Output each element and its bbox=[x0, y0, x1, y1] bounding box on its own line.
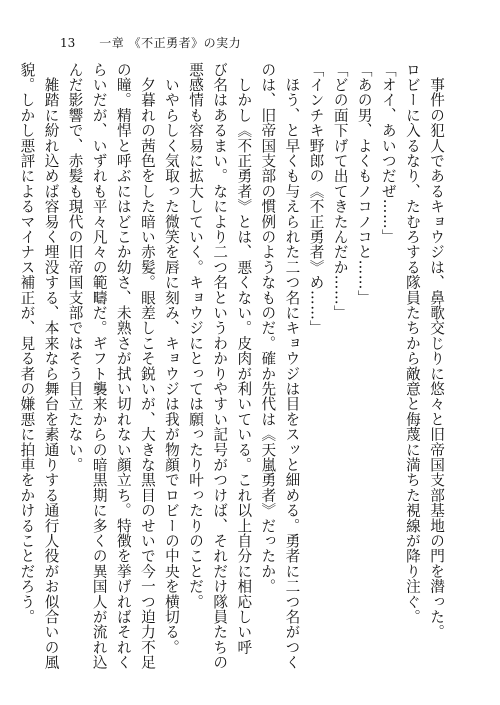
text-line: 「インチキ野郎の《不正勇者》め……」 bbox=[307, 62, 325, 336]
text-line: いやらしく気取った微笑を唇に刻み、キョウジは我が物顔でロビーの中央を横切る。 bbox=[162, 62, 180, 655]
text-line: ほう、と早くも与えられた二つ名にキョウジは目をスッと細める。勇者に二つ名がつく bbox=[283, 62, 301, 670]
text-line: 「あの男、よくもノコノコと……」 bbox=[355, 62, 373, 306]
text-line: び名はあるまい。なにより二つ名というわかりやすい記号がつけば、それだけ隊員たちの bbox=[211, 62, 229, 670]
text-line: のは、旧帝国支部の慣例のようなものだ。確か先代は《天嵐勇者》だったか。 bbox=[259, 62, 277, 594]
text-line: 「オイ、あいつだぜ……」 bbox=[379, 62, 397, 245]
page-header bbox=[60, 34, 241, 52]
text-line: ロビーに入るなり、たむろする隊員たちから敵意と侮蔑に満ちた視線が降り注ぐ。 bbox=[403, 62, 421, 625]
text-line: らいだが、いずれも平々凡々の範疇だ。ギフト襲来からの暗黒期に多くの異国人が流れ込 bbox=[90, 62, 108, 670]
text-line: 悪感情も容易に拡大していく。キョウジにとっては願ったり叶ったりのことだ。 bbox=[187, 62, 205, 610]
text-line: の瞳。精悍と呼ぶにはどこか幼さ、未熟さが拭い切れない顔立ち。特徴を挙げればそれく bbox=[114, 62, 132, 670]
text-line: 夕暮れの茜色をした暗い赤髪。眼差しこそ鋭いが、大きな黒目のせいで今一つ迫力不足 bbox=[138, 62, 156, 670]
body-text bbox=[18, 62, 448, 670]
text-line: 貌。しかし悪評によるマイナス補正が、見る者の嫌悪に拍車をかけることだろう。 bbox=[18, 62, 36, 625]
text-line: 雑踏に紛れ込めば容易く埋没する、本来なら舞台を素通りする通行人役がお似合いの風 bbox=[42, 62, 60, 670]
text-line: しかし《不正勇者》とは、悪くない。皮肉が利いている。これ以上自分に相応しい呼 bbox=[235, 62, 253, 655]
text-line: んだ影響で、赤髪も現代の旧帝国支部ではそう目立たない。 bbox=[66, 62, 84, 473]
text-line: 「どの面下げて出てきたんだか……」 bbox=[331, 62, 349, 321]
page-number: 13 bbox=[60, 36, 76, 50]
text-line: 事件の犯人であるキョウジは、鼻歌交じりに悠々と旧帝国支部基地の門を潜った。 bbox=[428, 62, 445, 640]
chapter-title: 一章 《不正勇者》の実力 bbox=[99, 36, 242, 50]
